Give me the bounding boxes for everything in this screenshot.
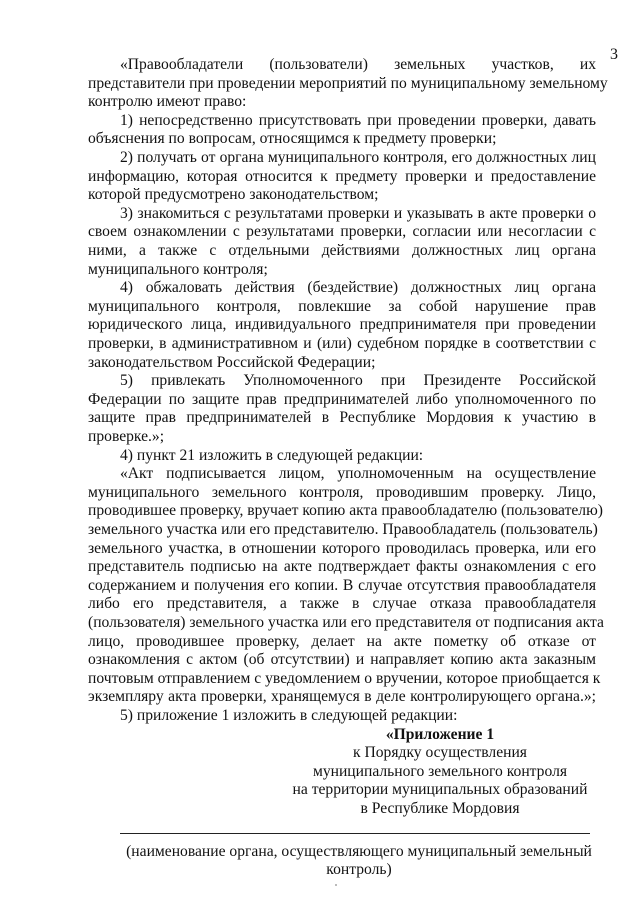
body-line: (пользователя) земельного участка или его представителя от подписания акта bbox=[88, 614, 604, 631]
body-line: 5) привлекать Уполномоченного при Президенте Российской bbox=[120, 372, 596, 390]
appendix-line: в Республике Мордовия bbox=[360, 800, 520, 817]
body-line: экземпляру акта проверки, хранящемуся в деле контролирующего органа.»; bbox=[88, 688, 596, 706]
body-line: объяснения по вопросам, относящимся к предмету проверки; bbox=[88, 130, 497, 148]
body-line: муниципального контроля; bbox=[88, 260, 268, 278]
body-line: юридического лица, индивидуального предпринимателя при проведении bbox=[88, 316, 596, 334]
body-line: ознакомления с актом (об отсутствии) и направляет копию акта заказным bbox=[88, 651, 596, 669]
body-line: представитель подписью на акте подтверждает факты ознакомления с его bbox=[88, 558, 596, 576]
appendix-line: муниципального земельного контроля bbox=[312, 762, 568, 780]
body-line: муниципального земельного контроля, проводившим проверку. Лицо, bbox=[88, 483, 596, 501]
body-line: контролю имеют право: bbox=[88, 93, 247, 111]
body-line: информацию, которая относится к предмету проверки и предоставление bbox=[88, 167, 596, 185]
body-line: 4) обжаловать действия (бездействие) должностных лиц органа bbox=[120, 279, 596, 297]
body-line: либо его представителя, а также в случае отказа правообладателя bbox=[88, 595, 596, 613]
body-line: муниципального контроля, повлекшие за собой нарушение прав bbox=[88, 297, 596, 315]
body-line: «Правообладатели (пользователи) земельных участков, их bbox=[120, 56, 596, 73]
body-line: почтовым отправлением с уведомлением о вручении, которое приобщается к bbox=[88, 669, 601, 687]
body-line: 4) пункт 21 изложить в следующей редакции: bbox=[120, 446, 424, 464]
body-line: представители при проведении мероприятий по муниципальному земельному bbox=[88, 74, 608, 92]
appendix-line: к Порядку осуществления bbox=[353, 744, 527, 762]
body-line: лицо, проводившее проверку, делает на акте пометку об отказе от bbox=[88, 632, 596, 650]
body-line: земельного участка, в отношении которого проводилась проверка, или его bbox=[88, 539, 596, 557]
page-number: 3 bbox=[610, 46, 618, 63]
appendix-title: «Приложение 1 bbox=[385, 725, 495, 743]
body-line: проводившее проверку, вручает копию акта правообладателю (пользователю) bbox=[88, 502, 603, 520]
body-line: Федерации по защите прав предпринимателей либо уполномоченного по bbox=[88, 390, 596, 408]
body-line: 3) знакомиться с результатами проверки и указывать в акте проверки о bbox=[120, 204, 596, 222]
body-line: 2) получать от органа муниципального контроля, его должностных лиц bbox=[120, 149, 596, 166]
signature-underline bbox=[120, 833, 590, 834]
body-line: земельного участка или его представителю. Правообладатель (пользователь) bbox=[88, 521, 598, 538]
caption-line: контроль) bbox=[326, 861, 392, 879]
body-line: 5) приложение 1 изложить в следующей редакции: bbox=[120, 707, 458, 724]
caption-line: (наименование органа, осуществляющего муниципальный земельный bbox=[126, 842, 592, 860]
body-line: 1) непосредственно присутствовать при проведении проверки, давать bbox=[120, 111, 596, 129]
body-line: своем ознакомлении с результатами проверки, согласии или несогласии с bbox=[88, 223, 596, 241]
body-line: ними, а также с отдельными действиями должностных лиц органа bbox=[88, 242, 596, 259]
body-line: законодательством Российской Федерации; bbox=[88, 353, 376, 371]
body-line: проверке.»; bbox=[88, 428, 165, 445]
body-line: «Акт подписывается лицом, уполномоченным на осуществление bbox=[120, 465, 596, 483]
body-line: защите прав предпринимателей в Республике Мордовия к участию в bbox=[88, 409, 596, 427]
scan-speck bbox=[335, 884, 337, 886]
body-line: содержанием и получения его копии. В случае отсутствия правообладателя bbox=[88, 576, 596, 594]
appendix-line: на территории муниципальных образований bbox=[292, 781, 588, 799]
body-line: которой предусмотрено законодательством; bbox=[88, 186, 379, 204]
body-line: проверки, в административном и (или) судебном порядке в соответствии с bbox=[88, 335, 596, 352]
